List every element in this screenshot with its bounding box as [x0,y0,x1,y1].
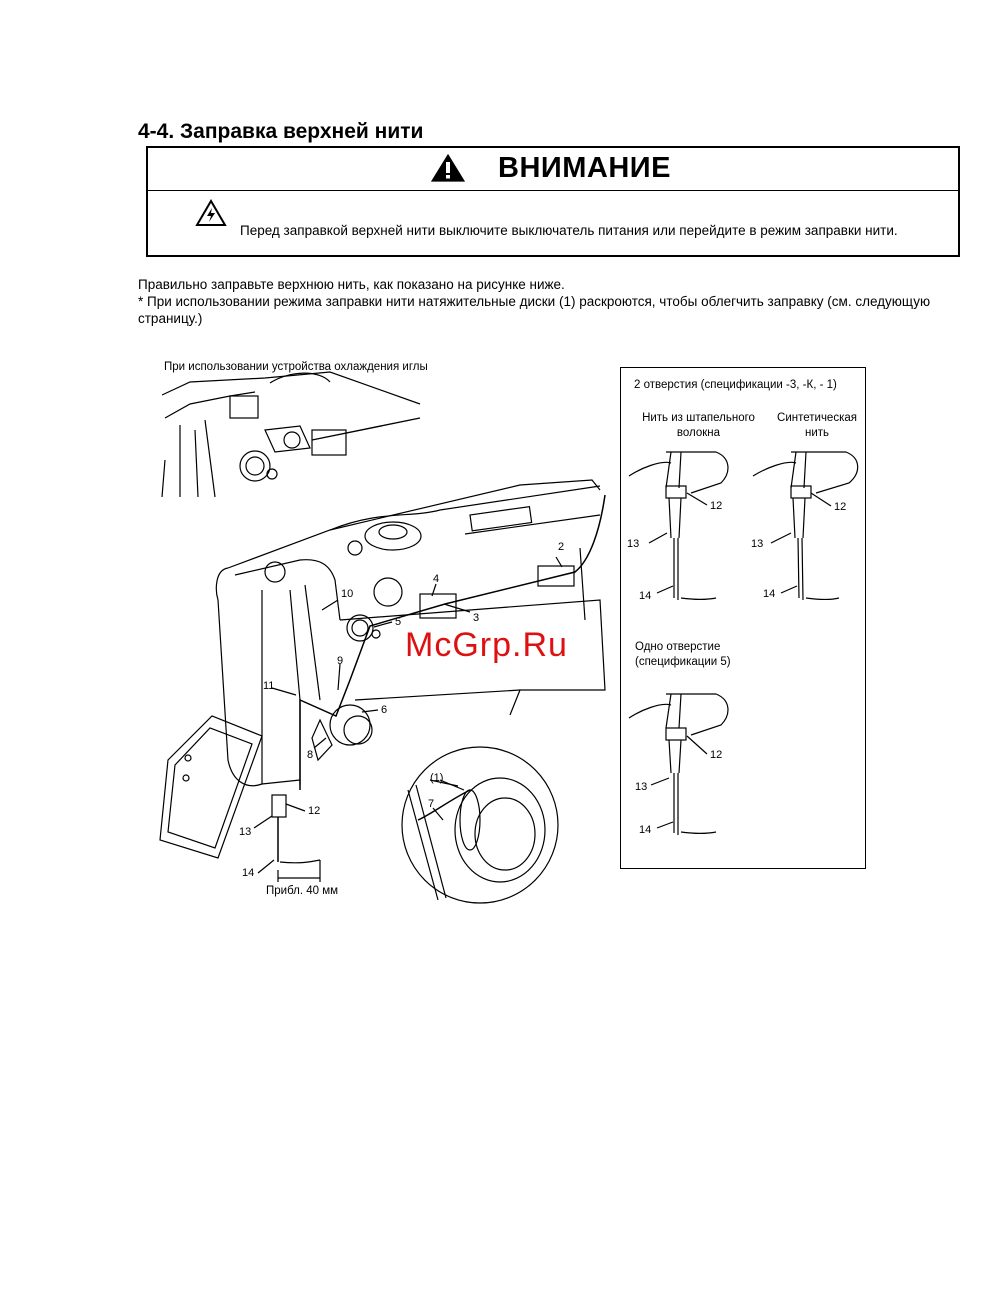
callout-9: 9 [337,655,344,667]
inset-b-13: 13 [751,538,764,550]
callout-12: 12 [308,805,321,817]
section-title: 4-4. Заправка верхней нити [138,120,424,143]
inset-col1-label: Нить из штапельного волокна [642,412,755,439]
inset-c-14: 14 [639,824,652,836]
needle-variants-drawing [621,368,867,870]
callout-14: 14 [242,867,255,879]
inset-a-14: 14 [639,590,652,602]
cooling-caption: При использовании устройства охлаждения иглы [164,361,428,373]
intro-line-2: * При использовании режима заправки нити натяжительные диски (1) раскроются, чтобы облегчить заправку (см. следующую страницу.) [138,294,931,326]
intro-line-1: Правильно заправьте верхнюю нить, как показано на рисунке ниже. [138,277,565,292]
callout-8: 8 [307,749,314,761]
inset-col2-label: Синтетическая нить [777,412,857,439]
cooling-device-drawing [162,372,420,497]
watermark: McGrp.Ru [405,626,568,664]
callout-4: 4 [433,573,440,585]
inset-a-12: 12 [710,500,723,512]
inset-b-12: 12 [834,501,847,513]
callout-3: 3 [473,612,480,624]
inset-c-12: 12 [710,749,723,761]
inset-a-13: 13 [627,538,640,550]
callout-2: 2 [558,541,565,553]
callout-11: 11 [263,680,275,692]
warning-text: Перед заправкой верхней нити выключите выключатель питания или перейдите в режим заправки нити. [240,223,898,238]
callout-13: 13 [239,826,252,838]
callout-5: 5 [395,616,402,628]
callout-10: 10 [341,588,354,600]
approx-caption: Прибл. 40 мм [266,885,339,897]
tension-detail-drawing [402,747,558,903]
machine-arm-drawing [160,480,605,882]
inset-c-13: 13 [635,781,648,793]
inset-header: 2 отверстия (спецификации -3, -К, - 1) [634,379,837,391]
callout-detail-1: (1) [430,772,444,784]
inset-b-14: 14 [763,588,776,600]
needle-variants-inset [620,367,866,869]
callout-6: 6 [381,704,388,716]
callout-detail-7: 7 [428,798,435,810]
warning-heading: ВНИМАНИЕ [498,152,671,184]
inset-single-hole-label: Одно отверстие (спецификации 5) [635,641,731,668]
